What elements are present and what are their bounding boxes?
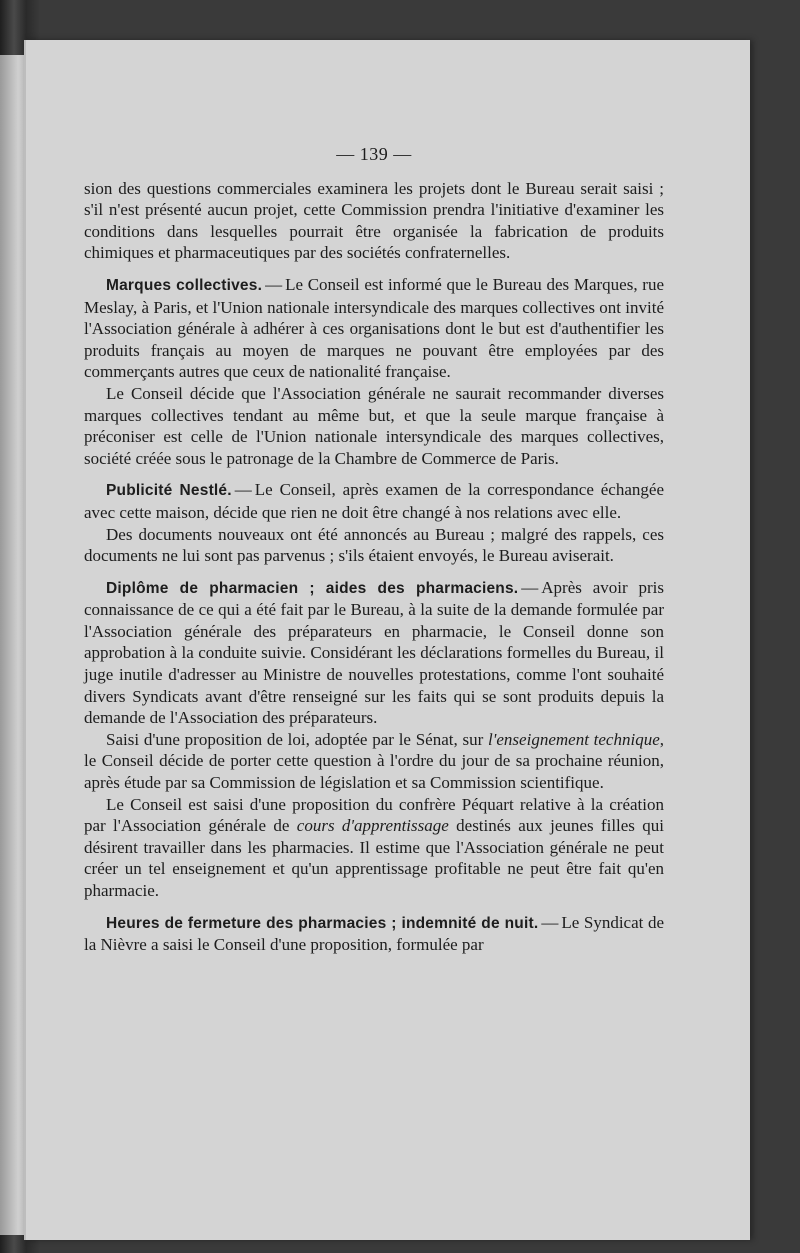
section-heading: Diplôme de pharmacien ; aides des pharmaciens.	[106, 579, 519, 597]
em-dash: —	[234, 480, 252, 500]
section-paragraph	[84, 794, 664, 902]
section-text: Le Conseil, après examen de la correspondance échangée avec cette maison, décide que rien ne doit être changé à nos relations avec elle.	[84, 480, 664, 522]
section-paragraph: Des documents nouveaux ont été annoncés au Bureau ; malgré des rappels, ces documents ne lui sont pas parvenus ; s'ils étaient envoyés, le Bureau aviserait.	[84, 524, 664, 566]
paragraph-text: Le Conseil est saisi d'une proposition du confrère Péquart relative à la création par l'Association générale de	[84, 794, 664, 836]
page-number: — 139 —	[336, 144, 412, 164]
em-dash: —	[521, 577, 539, 597]
book-page	[24, 40, 750, 1240]
section-paragraph: Le Conseil décide que l'Association générale ne saurait recommander diverses marques collectives tendant au même but, et que la seule marque française à préconiser est celle de l'Union nationale intersyndicale des marques collectives, société créée sous le patronage de la Chambre de Commerce de Paris.	[84, 383, 664, 468]
section-heading: Heures de fermeture des pharmacies ; indemnité de nuit.	[106, 914, 539, 932]
italic-term: l'enseignement technique	[488, 729, 660, 749]
italic-term: cours d'apprentissage	[296, 816, 449, 836]
section-paragraph	[84, 729, 664, 794]
paragraph-text: , le Conseil décide de porter cette question à l'ordre du jour de sa prochaine réunion, après étude par sa Commission de législation et sa Commission scientifique.	[84, 729, 664, 793]
section-text: Le Syndicat de la Nièvre a saisi le Conseil d'une proposition, formulée par	[84, 912, 665, 955]
page-content	[84, 144, 664, 956]
section-heures-fermeture	[84, 912, 664, 956]
section-heading: Marques collectives.	[106, 276, 263, 294]
em-dash: —	[265, 274, 283, 294]
section-text: Après avoir pris connaissance de ce qui a été fait par le Bureau, à la suite de la demande formulée par l'Association générale des préparateurs en pharmacie, le Conseil donne son approbation à la conduite suivie. Considérant les déclarations formelles du Bureau, il juge inutile d'adresser au Ministre de nouvelles protestations, comme l'ont souhaité divers Syndicats avant d'être renseigné sur les faits qui se sont produits depuis la demande de l'Association des préparateurs.	[84, 577, 664, 728]
section-marques-collectives	[84, 274, 664, 469]
paragraph-text: destinés aux jeunes filles qui désirent travailler dans les pharmacies. Il estime que l'Association générale ne peut créer un tel enseignement et qu'un apprentissage profitable ne peut être fait qu'en pharmacie.	[84, 816, 664, 900]
intro-paragraph: sion des questions commerciales examinera les projets dont le Bureau serait saisi ; s'il n'est présenté aucun projet, cette Commission prendra l'initiative d'examiner les conditions dans lesquelles pourrait être organisée la fabrication de produits chimiques et pharmaceutiques par des sociétés confraternelles.	[84, 178, 664, 263]
section-diplome-pharmacien	[84, 577, 664, 902]
paragraph-text: Saisi d'une proposition de loi, adoptée par le Sénat, sur	[106, 729, 489, 749]
em-dash: —	[541, 912, 559, 932]
section-publicite-nestle	[84, 479, 664, 566]
section-heading: Publicité Nestlé.	[106, 482, 232, 500]
section-text: Le Conseil est informé que le Bureau des Marques, rue Meslay, à Paris, et l'Union nationale intersyndicale des marques collectives ont invité l'Association générale à adhérer à ces organisations dont le but est d'authentifier les produits français au moyen de marques ne pouvant être employées par des commerçants autres que ceux de nationalité française.	[84, 274, 664, 382]
